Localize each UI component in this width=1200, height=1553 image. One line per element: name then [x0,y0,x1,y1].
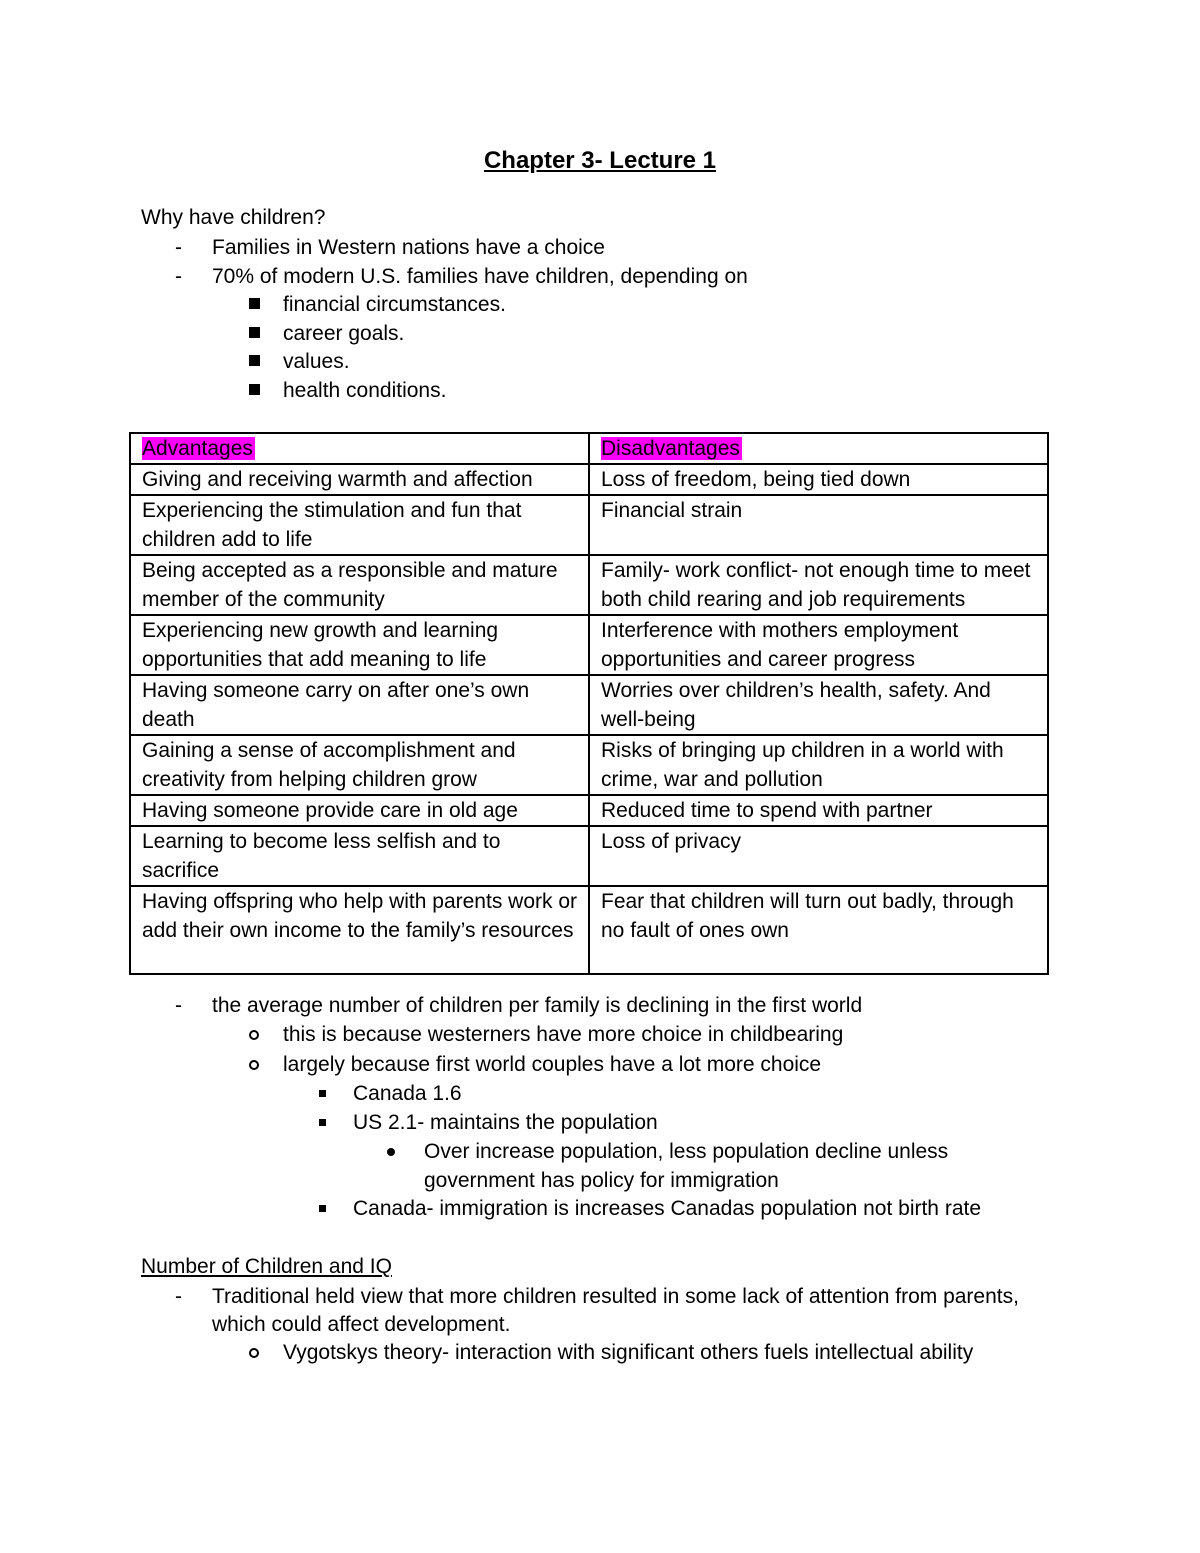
dash-bullet: - [175,1285,182,1308]
rate-item: US 2.1- maintains the population [353,1111,658,1134]
iq-point-continued: which could affect development. [212,1313,511,1336]
table-row [130,464,1048,495]
dash-bullet: - [175,265,182,288]
intro-question: Why have children? [141,206,326,229]
rate-item: Canada 1.6 [353,1082,462,1105]
table-row [130,555,1048,615]
advantage-cell: Having someone provide care in old age [130,795,589,826]
factor-item: health conditions. [283,379,447,402]
factor-item: values. [283,350,350,373]
disadvantage-cell: Worries over children’s health, safety. And well-being [589,675,1048,735]
advantage-cell: Having someone carry on after one’s own death [130,675,589,735]
dot-bullet-icon [387,1148,395,1156]
table-row [130,675,1048,735]
hollow-circle-bullet-icon [249,1060,259,1070]
header-cell [589,433,1048,464]
disadvantage-cell: Financial strain [589,495,1048,555]
square-bullet-icon [249,384,260,395]
table-row [130,495,1048,555]
advantages-disadvantages-table [129,432,1049,975]
advantage-cell: Experiencing the stimulation and fun that children add to life [130,495,589,555]
advantage-cell: Experiencing new growth and learning opportunities that add meaning to life [130,615,589,675]
advantage-cell: Giving and receiving warmth and affection [130,464,589,495]
small-square-bullet-icon [319,1090,326,1097]
table-row [130,886,1048,974]
disadvantage-cell: Family- work conflict- not enough time to meet both child rearing and job requirements [589,555,1048,615]
section-heading: Number of Children and IQ [141,1255,392,1278]
hollow-circle-bullet-icon [249,1348,259,1358]
table-header-row [130,433,1048,464]
advantage-cell: Being accepted as a responsible and mature member of the community [130,555,589,615]
decline-subpoint: this is because westerners have more choice in childbearing [283,1023,844,1046]
disadvantage-cell: Fear that children will turn out badly, through no fault of ones own [589,886,1048,974]
disadvantage-cell: Interference with mothers employment opportunities and career progress [589,615,1048,675]
small-square-bullet-icon [319,1205,326,1212]
advantage-cell: Gaining a sense of accomplishment and creativity from helping children grow [130,735,589,795]
factor-item: financial circumstances. [283,293,506,316]
rate-note-continued: government has policy for immigration [424,1169,779,1192]
decline-point: - the average number of children per family is declining in the first world [0,991,1200,1020]
disadvantages-header: Disadvantages [601,437,740,460]
rate-note: Over increase population, less population decline unless [424,1140,949,1163]
disadvantage-cell: Reduced time to spend with partner [589,795,1048,826]
table-row [130,615,1048,675]
page-title: Chapter 3- Lecture 1 [483,147,717,174]
disadvantage-cell: Loss of privacy [589,826,1048,886]
advantage-cell: Learning to become less selfish and to sacrifice [130,826,589,886]
disadvantage-cell: Loss of freedom, being tied down [589,464,1048,495]
dash-bullet: - [175,236,182,259]
header-cell [130,433,589,464]
disadvantage-cell: Risks of bringing up children in a world with crime, war and pollution [589,735,1048,795]
iq-point: - Traditional held view that more children resulted in some lack of attention from parents, [0,1282,1200,1311]
advantages-header: Advantages [142,437,253,460]
small-square-bullet-icon [319,1119,326,1126]
square-bullet-icon [249,298,260,309]
intro-point: - 70% of modern U.S. families have children, depending on [0,262,1200,291]
factor-item: career goals. [283,322,405,345]
dash-bullet: - [175,994,182,1017]
table-row [130,735,1048,795]
table-row [130,826,1048,886]
advantage-cell: Having offspring who help with parents work or add their own income to the family’s resources [130,886,589,974]
square-bullet-icon [249,355,260,366]
iq-subpoint: Vygotskys theory- interaction with significant others fuels intellectual ability [283,1341,974,1364]
hollow-circle-bullet-icon [249,1030,259,1040]
decline-subpoint: largely because first world couples have a lot more choice [283,1053,822,1076]
square-bullet-icon [249,327,260,338]
intro-point: - Families in Western nations have a choice [0,233,1200,262]
table-row [130,795,1048,826]
canada-note: Canada- immigration is increases Canadas population not birth rate [353,1197,982,1220]
